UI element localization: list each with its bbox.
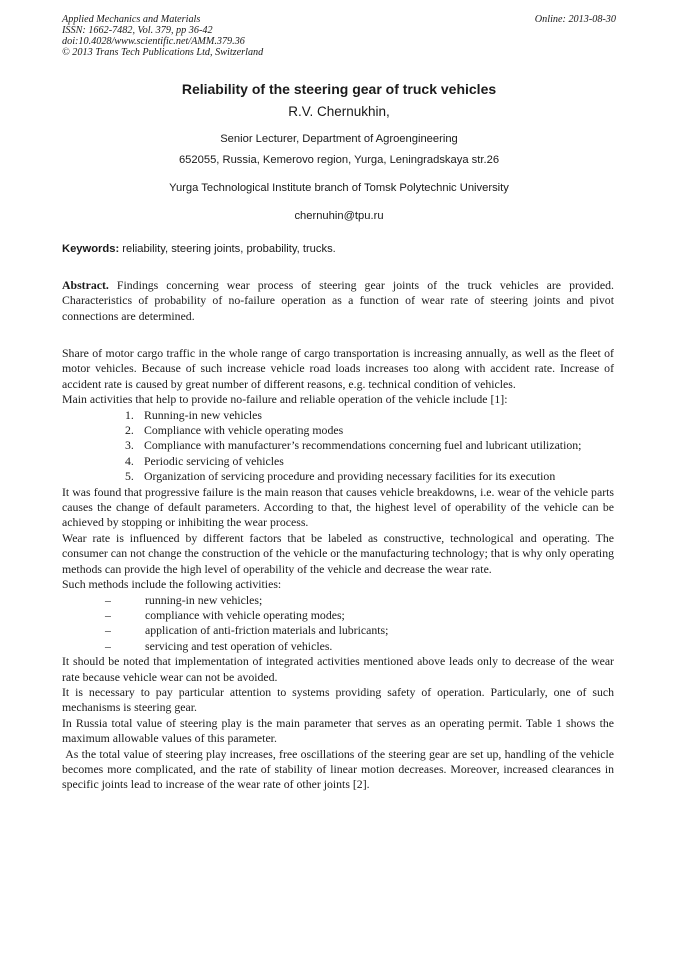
list-item <box>62 438 614 453</box>
activities-list <box>62 408 614 485</box>
journal-name: Applied Mechanics and Materials <box>62 14 201 25</box>
author-institution: Yurga Technological Institute branch of Tomsk Polytechnic University <box>169 182 509 194</box>
list-number: 3. <box>125 438 134 453</box>
list-number: 4. <box>125 453 134 468</box>
online-date: Online: 2013-08-30 <box>534 14 616 25</box>
author-name: R.V. Chernukhin, <box>288 104 390 119</box>
list-number: 1. <box>125 407 134 422</box>
author-position: Senior Lecturer, Department of Agroengineering <box>220 133 458 145</box>
paragraph: Share of motor cargo traffic in the whole range of cargo transportation is increasing annually, as well as the fleet of motor vehicles. Because of such increase vehicle road loads increases too along with accident rate. Increase of accident rate is caused by great number of different reasons, e.g. technical condition of vehicles. <box>62 346 614 391</box>
list-number: 2. <box>125 423 134 438</box>
abstract-text: Findings concerning wear process of steering gear joints of the truck vehicles are provided. Characteristics of probability of no-failure operation as a function of wear rate of steering joints and pivot connections are determined. <box>62 278 614 323</box>
list-text: application of anti-friction materials and lubricants; <box>145 623 389 638</box>
list-text: servicing and test operation of vehicles. <box>145 638 333 653</box>
paragraph: It was found that progressive failure is the main reason that causes vehicle breakdowns, i.e. wear of the vehicle parts causes the change of default parameters. According to that, the highest level of operability of the vehicle can be achieved by stopping or inhibiting the wear process. <box>62 484 614 530</box>
author-address: 652055, Russia, Kemerovo region, Yurga, Leningradskaya str.26 <box>178 154 500 166</box>
keywords-label: Keywords: <box>62 243 120 255</box>
body-text <box>62 346 617 793</box>
list-text: Compliance with vehicle operating modes <box>144 423 344 438</box>
keywords-text: reliability, steering joints, probability, trucks. <box>119 243 336 255</box>
keywords <box>62 242 616 256</box>
list-text: Organization of servicing procedure and providing necessary facilities for its execution <box>144 469 556 484</box>
list-text: running-in new vehicles; <box>145 592 263 607</box>
dash-marker: – <box>105 623 111 638</box>
journal-copyright: © 2013 Trans Tech Publications Ltd, Switzerland <box>62 47 264 58</box>
dash-marker: – <box>105 607 111 622</box>
list-number: 5. <box>125 469 134 484</box>
methods-list <box>62 593 614 655</box>
list-text: Periodic servicing of vehicles <box>144 453 284 468</box>
list-item <box>62 454 614 469</box>
abstract <box>62 278 614 324</box>
list-item <box>62 423 614 438</box>
paragraph: Such methods include the following activities: <box>62 577 282 592</box>
list-item <box>62 469 614 484</box>
paragraph: In Russia total value of steering play is the main parameter that serves as an operating permit. Table 1 shows the maximum allowable values of this parameter. <box>62 715 614 746</box>
paper-title: Reliability of the steering gear of truck vehicles <box>181 81 497 97</box>
list-text: Running-in new vehicles <box>144 407 262 422</box>
dash-marker: – <box>105 638 111 653</box>
journal-issn: ISSN: 1662-7482, Vol. 379, pp 36-42 <box>62 25 213 36</box>
paragraph: Main activities that help to provide no-failure and reliable operation of the vehicle include [1]: <box>62 392 508 407</box>
list-text: Compliance with manufacturer’s recommendations concerning fuel and lubricant utilization; <box>144 438 582 453</box>
paragraph: Wear rate is influenced by different factors that be labeled as constructive, technological and operating. The consumer can not change the construction of the vehicle or the manufacturing technology; that is why only operating methods can provide the high level of operability of the vehicle and decrease the wear rate. <box>62 530 614 576</box>
paragraph: It is necessary to pay particular attention to systems providing safety of operation. Particularly, one of such mechanisms is steering gear. <box>62 684 614 715</box>
list-item <box>62 639 614 654</box>
journal-doi[interactable]: doi:10.4028/www.scientific.net/AMM.379.36 <box>62 36 245 47</box>
paragraph: It should be noted that implementation of integrated activities mentioned above leads only to decrease of the wear rate because vehicle wear can not be avoided. <box>62 654 614 684</box>
abstract-label: Abstract. <box>62 278 109 292</box>
list-item <box>62 608 614 623</box>
list-item <box>62 408 614 423</box>
paragraph: As the total value of steering play increases, free oscillations of the steering gear are set up, handling of the vehicle becomes more complicated, and the rate of stability of linear motion decreases. Moreover, increased clearances in specific joints lead to increase of the wear rate of other joints [2]. <box>62 746 617 792</box>
journal-header <box>62 14 616 58</box>
list-text: compliance with vehicle operating modes; <box>145 607 345 622</box>
dash-marker: – <box>105 592 111 607</box>
author-email[interactable]: chernuhin@tpu.ru <box>294 210 384 222</box>
list-item <box>62 593 614 608</box>
list-item <box>62 623 614 638</box>
